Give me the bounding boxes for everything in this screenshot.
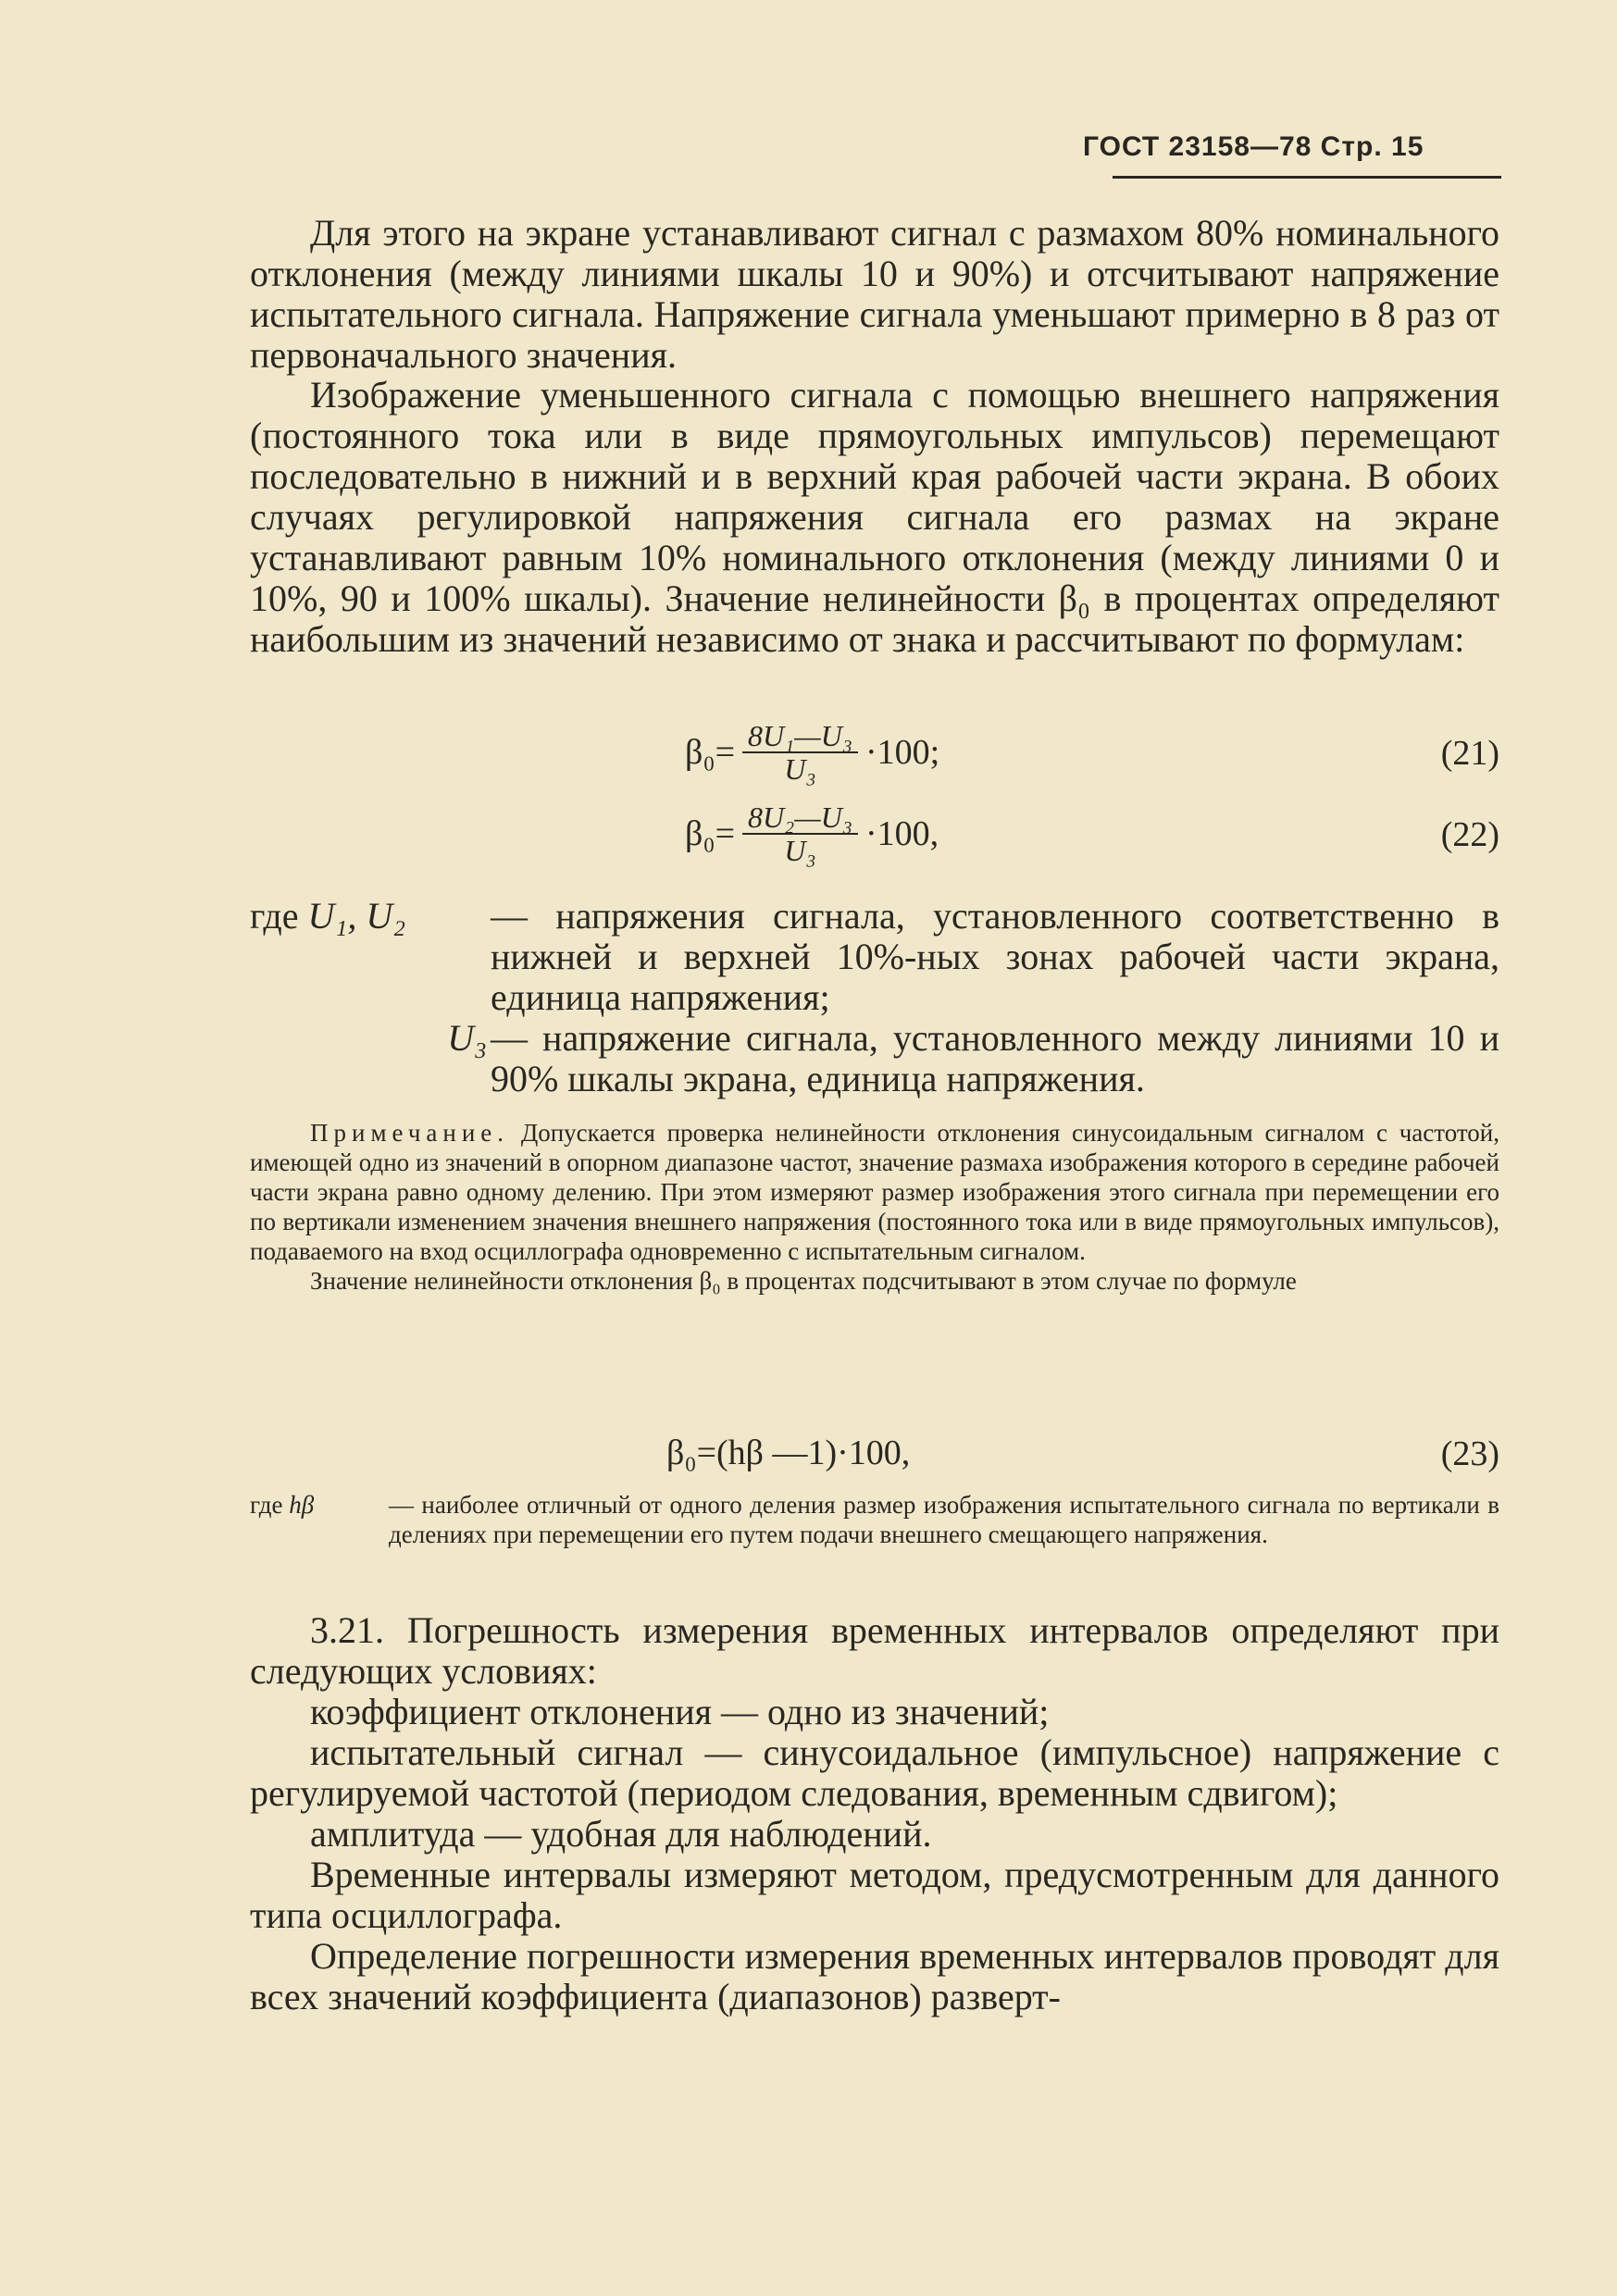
where2-lead: где xyxy=(250,1491,283,1519)
where-definitions-2 xyxy=(250,1490,1499,1549)
section-3-21-item-3: амплитуда — удобная для наблюдений. xyxy=(310,1813,932,1855)
formula-22-numerator: 8U₂—U₃ xyxy=(742,801,858,835)
where-desc-2: — напряжение сигнала, установленного между линиями 10 и 90% шкалы экрана, единица напряжения. xyxy=(491,1017,1499,1099)
paragraph-1-block xyxy=(250,213,1499,376)
formula-22-denominator: U₃ xyxy=(784,834,816,867)
note-text xyxy=(250,1118,1499,1266)
header-rule xyxy=(1113,176,1501,179)
paragraph-2-block xyxy=(250,375,1499,660)
formula-23 xyxy=(250,1421,1499,1485)
formula-22 xyxy=(250,801,1499,866)
where-lead: где xyxy=(250,895,299,937)
formula-21-lhs: β₀= xyxy=(685,733,736,772)
formula-21-denominator: U₃ xyxy=(784,752,816,786)
paragraph-last: Определение погрешности измерения временных интервалов проводят для всех значений коэффициента (диапазонов) разверт- xyxy=(250,1935,1499,2017)
paragraph-1: Для этого на экране устанавливают сигнал с размахом 80% номинального отклонения (между линиями шкалы 10 и 90%) и отсчитывают напряжение испытательного сигнала. Напряжение сигнала уменьшают примерно в 8 раз от первоначального значения. xyxy=(250,212,1499,376)
note-label: Примечание. xyxy=(310,1119,510,1147)
where2-symbol: hβ xyxy=(289,1491,315,1519)
where-definitions-1 xyxy=(250,896,1499,1099)
section-3-21 xyxy=(250,1610,1499,2017)
formula-23-number: (23) xyxy=(1440,1434,1499,1473)
formula-21-number: (21) xyxy=(1440,734,1499,773)
page-header xyxy=(1083,131,1499,163)
section-3-21-intro: 3.21. Погрешность измерения временных интервалов определяют при следующих условиях: xyxy=(250,1609,1499,1692)
where2-desc: — наиболее отличный от одного деления размер изображения испытательного сигнала по вертикали в делениях при перемещении его путем подачи внешнего смещающего напряжения. xyxy=(389,1491,1499,1548)
formula-22-rhs: ·100, xyxy=(864,814,939,853)
formula-21-rhs: ·100; xyxy=(864,733,940,772)
where-symbol-1: U₁, U₂ xyxy=(307,895,406,937)
where-row-1 xyxy=(250,896,1499,1018)
note-block xyxy=(250,1118,1499,1296)
formula-22-number: (22) xyxy=(1440,815,1499,854)
where-symbol-2: U₃ xyxy=(447,1017,487,1059)
where-desc-1: — напряжения сигнала, установленного соответственно в нижней и верхней 10%-ных зонах рабочей части экрана, единица напряжения; xyxy=(491,895,1499,1018)
paragraph-method: Временные интервалы измеряют методом, предусмотренным для данного типа осциллографа. xyxy=(250,1854,1499,1936)
formula-22-lhs: β₀= xyxy=(685,814,736,853)
section-3-21-item-2: испытательный сигнал — синусоидальное (импульсное) напряжение с регулируемой частотой (периодом следования, временным сдвигом); xyxy=(250,1731,1499,1814)
section-3-21-item-1: коэффициент отклонения — одно из значений; xyxy=(310,1691,1050,1732)
note-text-2: Значение нелинейности отклонения β₀ в процентах подсчитывают в этом случае по формуле xyxy=(310,1267,1297,1295)
header-text: ГОСТ 23158—78 Стр. 15 xyxy=(1083,131,1424,162)
formula-23-expression: β₀=(hβ —1)·100, xyxy=(666,1433,911,1472)
where-row-2 xyxy=(250,1018,1499,1099)
paragraph-2: Изображение уменьшенного сигнала с помощью внешнего напряжения (постоянного тока или в виде прямоугольных импульсов) перемещают последовательно в нижний и в верхний края рабочей части экрана. В обоих случаях регулировкой напряжения сигнала его размах на экране устанавливают равным 10% номинального отклонения (между линиями 0 и 10%, 90 и 100% шкалы). Значение нелинейности β₀ в процентах определяют наибольшим из значений независимо от знака и рассчитывают по формулам: xyxy=(250,374,1499,660)
formula-21 xyxy=(250,720,1499,785)
formula-21-numerator: 8U₁—U₃ xyxy=(742,720,858,753)
note-body: Допускается проверка нелинейности отклонения синусоидальным сигналом с частотой, имеющей одно из значений в опорном диапазоне частот, значение размаха изображения которого в середине рабочей части экрана равно одному делению. При этом измеряют размер изображения этого сигнала при перемещении его по вертикали изменением значения внешнего напряжения (постоянного тока или в виде прямоугольных импульсов), подаваемого на вход осциллографа одновременно с испытательным сигналом. xyxy=(250,1119,1500,1265)
